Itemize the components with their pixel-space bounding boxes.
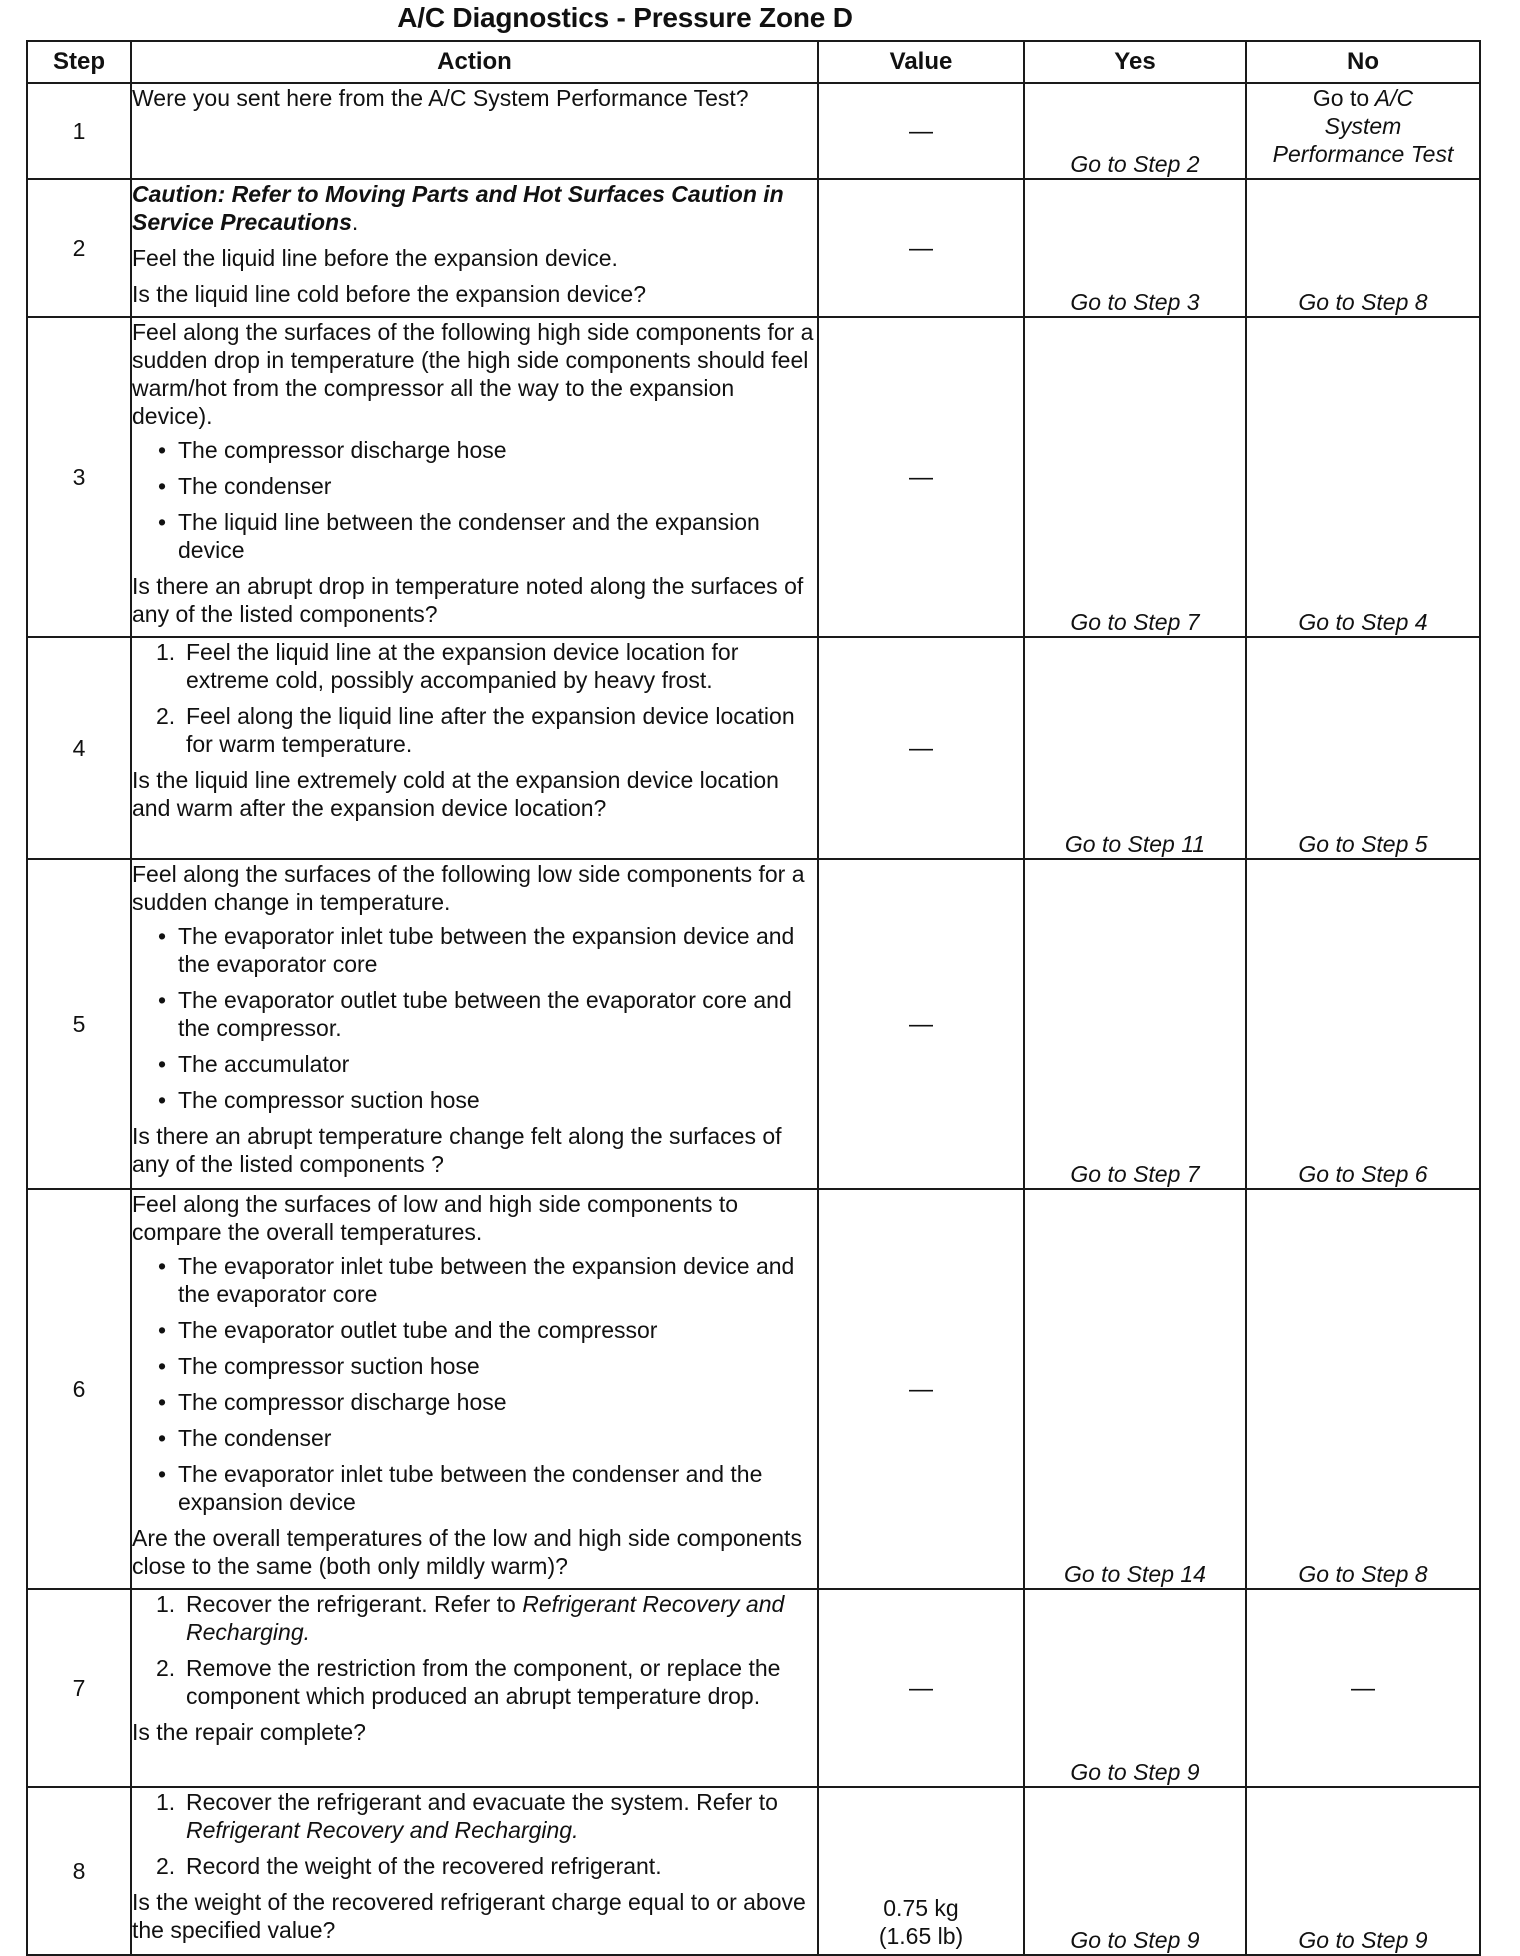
list-item: • The evaporator outlet tube and the compressor xyxy=(156,1316,817,1344)
value-dash: — xyxy=(909,1674,933,1702)
step-number: 8 xyxy=(27,1787,131,1955)
list-item: • The compressor discharge hose xyxy=(156,436,817,464)
list-item: 2. Feel along the liquid line after the expansion device location for warm temperature. xyxy=(156,703,795,757)
question-text: Is there an abrupt temperature change felt along the surfaces of any of the listed components ? xyxy=(132,1123,782,1177)
value-dash: — xyxy=(909,1010,933,1038)
list-item: • The evaporator inlet tube between the expansion device and the evaporator core xyxy=(156,922,817,978)
table-row-step-8 xyxy=(27,1787,1480,1955)
question-text: Were you sent here from the A/C System Performance Test? xyxy=(132,85,749,111)
value-cell xyxy=(818,1189,1024,1589)
no-cell: Go to Step 8 xyxy=(1246,1189,1480,1589)
no-cell: Go to Step 9 xyxy=(1246,1787,1480,1955)
action-cell xyxy=(131,1787,818,1955)
diagnostic-table xyxy=(26,40,1481,1956)
value-dash: — xyxy=(909,1375,933,1403)
value-dash: — xyxy=(909,734,933,762)
list-item: 2. Remove the restriction from the component, or replace the component which produced an abrupt temperature drop. xyxy=(156,1655,781,1709)
header-step: Step xyxy=(27,41,131,83)
no-cell: Go to Step 8 xyxy=(1246,179,1480,317)
value-metric: 0.75 kg xyxy=(883,1895,959,1921)
list-item: • The compressor suction hose xyxy=(156,1086,817,1114)
value-cell xyxy=(818,1787,1024,1955)
question-text: Is there an abrupt drop in temperature noted along the surfaces of any of the listed components? xyxy=(132,573,804,627)
no-cell: Go to Step 6 xyxy=(1246,859,1480,1189)
action-cell xyxy=(131,179,818,317)
yes-cell: Go to Step 3 xyxy=(1024,179,1246,317)
question-text: Is the repair complete? xyxy=(132,1719,366,1745)
list-item: • The liquid line between the condenser and the expansion device xyxy=(156,508,817,564)
reference-link-text: Refrigerant Recovery and Recharging. xyxy=(186,1817,579,1843)
action-cell xyxy=(131,1189,818,1589)
step-number: 4 xyxy=(27,637,131,859)
action-cell xyxy=(131,1589,818,1787)
header-no: No xyxy=(1246,41,1480,83)
question-text: Is the liquid line extremely cold at the expansion device location and warm after the expansion device location? xyxy=(132,767,779,821)
no-cell xyxy=(1246,1589,1480,1787)
value-dash: — xyxy=(909,463,933,491)
action-text: Feel the liquid line before the expansion device. xyxy=(132,245,618,271)
table-row-step-4 xyxy=(27,637,1480,859)
action-cell xyxy=(131,317,818,637)
table-row-step-7 xyxy=(27,1589,1480,1787)
value-cell xyxy=(818,1589,1024,1787)
step-number: 3 xyxy=(27,317,131,637)
header-yes: Yes xyxy=(1024,41,1246,83)
list-item: • The evaporator outlet tube between the evaporator core and the compressor. xyxy=(156,986,817,1042)
list-item: • The condenser xyxy=(156,1424,817,1452)
reference-link-text: Refrigerant Recovery and Recharging. xyxy=(186,1591,785,1645)
question-text: Is the weight of the recovered refrigerant charge equal to or above the specified value? xyxy=(132,1889,806,1943)
component-list xyxy=(132,436,817,564)
list-item: • The evaporator inlet tube between the expansion device and the evaporator core xyxy=(156,1252,817,1308)
procedure-list xyxy=(132,1590,817,1710)
step-number: 6 xyxy=(27,1189,131,1589)
intro-text: Feel along the surfaces of the following low side components for a sudden change in temperature. xyxy=(132,861,805,915)
header-value: Value xyxy=(818,41,1024,83)
value-imperial: (1.65 lb) xyxy=(878,1923,964,1949)
action-cell xyxy=(131,637,818,859)
table-row-step-6 xyxy=(27,1189,1480,1589)
no-text-line2: System xyxy=(1324,113,1402,139)
value-cell xyxy=(818,859,1024,1189)
procedure-list xyxy=(132,638,817,758)
list-item: • The compressor discharge hose xyxy=(156,1388,817,1416)
yes-cell: Go to Step 9 xyxy=(1024,1787,1246,1955)
no-text-italic: A/C xyxy=(1374,85,1414,111)
action-cell xyxy=(131,83,818,179)
yes-cell: Go to Step 2 xyxy=(1024,83,1246,179)
list-item: 1. Recover the refrigerant. Refer to Refrigerant Recovery and Recharging. xyxy=(156,1591,785,1645)
value-cell xyxy=(818,317,1024,637)
list-item: 1. Recover the refrigerant and evacuate the system. Refer to Refrigerant Recovery and Recharging. xyxy=(156,1789,778,1843)
value-dash: — xyxy=(909,234,933,262)
value-cell xyxy=(818,83,1024,179)
list-item: 1. Feel the liquid line at the expansion device location for extreme cold, possibly accompanied by heavy frost. xyxy=(156,639,739,693)
table-row-step-5 xyxy=(27,859,1480,1189)
no-cell: Go to Step 4 xyxy=(1246,317,1480,637)
no-cell: Go to Step 5 xyxy=(1246,637,1480,859)
step-number: 2 xyxy=(27,179,131,317)
yes-cell: Go to Step 14 xyxy=(1024,1189,1246,1589)
no-text-line3: Performance Test xyxy=(1272,141,1454,167)
component-list xyxy=(132,922,817,1114)
intro-text: Feel along the surfaces of low and high side components to compare the overall temperatures. xyxy=(132,1191,739,1245)
component-list xyxy=(132,1252,817,1516)
list-item: 2. Record the weight of the recovered refrigerant. xyxy=(156,1853,662,1879)
value-cell xyxy=(818,179,1024,317)
yes-cell: Go to Step 9 xyxy=(1024,1589,1246,1787)
question-text: Is the liquid line cold before the expansion device? xyxy=(132,281,647,307)
step-number: 1 xyxy=(27,83,131,179)
list-item: • The evaporator inlet tube between the condenser and the expansion device xyxy=(156,1460,817,1516)
list-item: • The compressor suction hose xyxy=(156,1352,817,1380)
value-dash: — xyxy=(909,117,933,145)
list-item: • The condenser xyxy=(156,472,817,500)
no-dash: — xyxy=(1351,1674,1375,1702)
yes-cell: Go to Step 7 xyxy=(1024,317,1246,637)
header-action: Action xyxy=(131,41,818,83)
no-cell xyxy=(1246,83,1480,179)
step-number: 7 xyxy=(27,1589,131,1787)
action-cell xyxy=(131,859,818,1189)
no-text: Go to xyxy=(1312,85,1370,111)
caution-text: Caution: Refer to Moving Parts and Hot Surfaces Caution in Service Precautions xyxy=(132,181,784,235)
yes-cell: Go to Step 7 xyxy=(1024,859,1246,1189)
table-row-step-2 xyxy=(27,179,1480,317)
step-number: 5 xyxy=(27,859,131,1189)
intro-text: Feel along the surfaces of the following high side components for a sudden drop in temperature (the high side components should feel warm/hot from the compressor all the way to the expansion device). xyxy=(132,319,814,429)
value-cell xyxy=(818,637,1024,859)
table-row-step-1 xyxy=(27,83,1480,179)
question-text: Are the overall temperatures of the low and high side components close to the same (both only mildly warm)? xyxy=(132,1525,802,1579)
yes-cell: Go to Step 11 xyxy=(1024,637,1246,859)
page-title: A/C Diagnostics - Pressure Zone D xyxy=(397,2,853,33)
list-item: • The accumulator xyxy=(156,1050,817,1078)
caution-period: . xyxy=(351,209,359,235)
header-row xyxy=(27,41,1480,83)
procedure-list xyxy=(132,1788,817,1880)
table-row-step-3 xyxy=(27,317,1480,637)
